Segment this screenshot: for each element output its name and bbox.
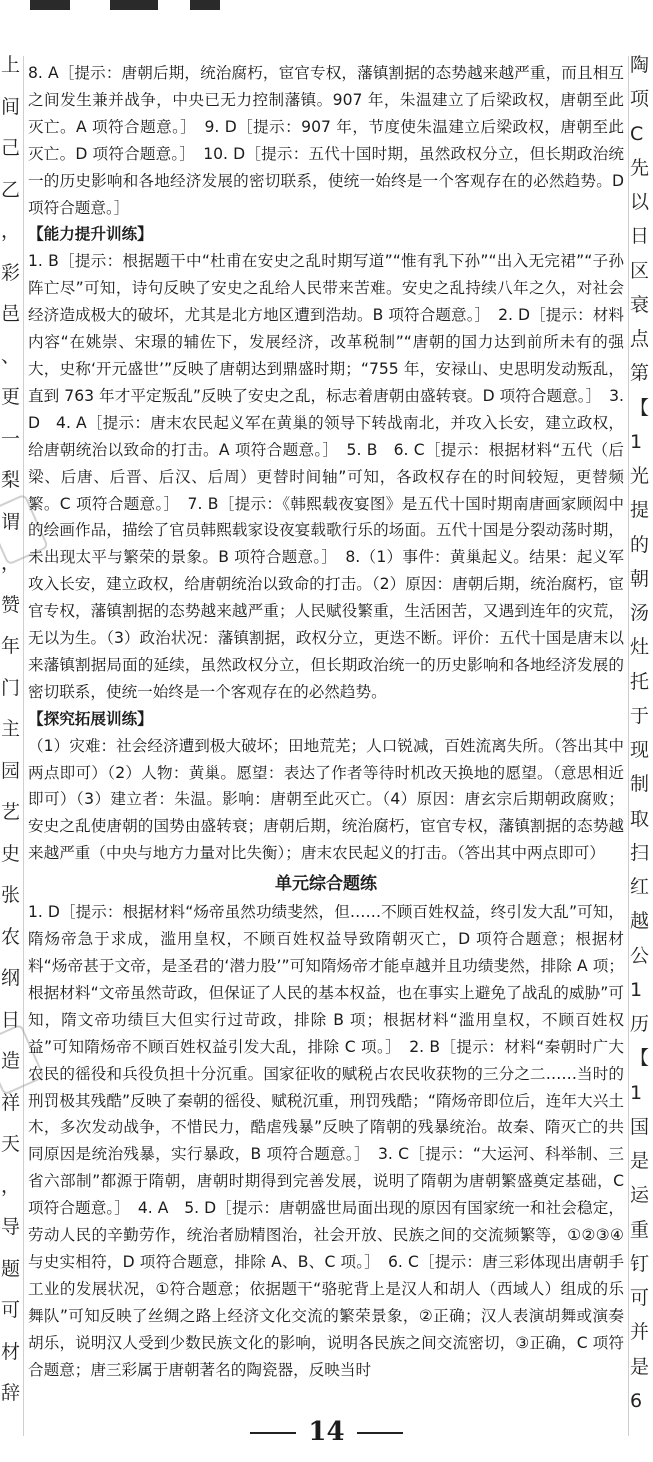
right-margin-char: 1 — [630, 979, 643, 1001]
left-margin-char: 邑 — [1, 303, 21, 325]
left-margin-char: 祥 — [1, 1092, 21, 1114]
left-margin-char: 张 — [1, 884, 21, 906]
left-margin-char: 园 — [1, 760, 21, 782]
left-margin-char: ， — [1, 1175, 21, 1197]
right-margin-char: 日 — [630, 225, 650, 247]
left-margin-char: ， — [1, 220, 21, 242]
right-margin-char: 越 — [630, 910, 650, 932]
left-margin-char: 、 — [1, 345, 21, 367]
right-margin-char: 并 — [630, 1321, 650, 1343]
page-number — [0, 1414, 653, 1450]
section-heading: 【探究拓展训练】 — [28, 709, 153, 728]
right-margin-char: 光 — [630, 465, 650, 487]
left-margin-char: 日 — [1, 1009, 21, 1031]
right-margin-char: 项 — [630, 88, 650, 110]
right-margin-char: 取 — [630, 808, 650, 830]
top-scan-edge — [0, 0, 653, 12]
right-margin-char: 区 — [630, 260, 650, 282]
left-margin-char: 赞 — [1, 594, 21, 616]
page-number-dash-right — [357, 1432, 403, 1434]
right-adjacent-column-edge — [629, 56, 653, 1436]
right-margin-char: 重 — [630, 1219, 650, 1241]
left-margin-char: 导 — [1, 1216, 21, 1238]
left-margin-char: 己 — [1, 137, 21, 159]
right-margin-char: 于 — [630, 705, 650, 727]
right-margin-char: 先 — [630, 157, 650, 179]
left-adjacent-column-edge — [0, 56, 22, 1436]
answer-paragraph: 8. A［提示：唐朝后期，统治腐朽，宦官专权，藩镇割据的态势越来越严重，而且相互之间发生兼并战争，中央已无力控制藩镇。907 年，朱温建立了后梁政权，唐朝至此灭亡。A 项符合题意。］ 9. D［提示：907 年，节度使朱温建立后梁政权，唐朝至此灭亡。D 项符合题意。］ 10. D［提示：五代十国时期，虽然政权分立，但长期政治统一的历史影响和各地经济发展的密切联系，使统一始终是一个客观存在的必然趋势。D 项符合题意。］ — [28, 64, 624, 217]
right-margin-char: 1 — [630, 1082, 643, 1104]
section-heading: 【能力提升训练】 — [28, 225, 153, 244]
right-margin-char: 钉 — [630, 1253, 650, 1275]
left-margin-char: 纲 — [1, 967, 21, 989]
left-column-divider — [23, 56, 24, 1436]
right-margin-char: 提 — [630, 499, 650, 521]
right-margin-char: 第 — [630, 362, 650, 384]
left-margin-char: 乙 — [1, 179, 21, 201]
right-margin-char: 红 — [630, 876, 650, 898]
right-margin-char: 公 — [630, 945, 650, 967]
page-number-dash-left — [250, 1432, 296, 1434]
right-margin-char: 国 — [630, 1116, 650, 1138]
right-margin-char: 制 — [630, 773, 650, 795]
left-margin-char: 农 — [1, 926, 21, 948]
right-margin-char: 扫 — [630, 842, 650, 864]
unit-title: 单元综合题练 — [275, 874, 377, 895]
left-margin-char: 艺 — [1, 801, 21, 823]
left-margin-char: 上 — [1, 54, 21, 76]
right-margin-char: 的 — [630, 534, 650, 556]
right-margin-char: 历 — [630, 1013, 650, 1035]
right-margin-char: 衰 — [630, 294, 650, 316]
left-margin-char: 更 — [1, 386, 21, 408]
right-margin-char: 【 — [630, 397, 650, 419]
right-margin-char: 1 — [630, 431, 643, 453]
left-margin-char: 主 — [1, 718, 21, 740]
right-margin-char: C — [630, 123, 644, 145]
answer-paragraph: （1）灾难：社会经济遭到极大破坏；田地荒芜；人口锐减，百姓流离失所。（答出其中两点即可）（2）人物：黄巢。愿望：表达了作者等待时机改天换地的愿望。（意思相近即可）（3）建立者：朱温。影响：唐朝至此灭亡。（4）原因：唐玄宗后期朝政腐败；安史之乱使唐朝的国势由盛转衰；唐朝后期，统治腐朽，宦官专权，藩镇割据的态势越来越严重（中央与地方力量对比失衡）；唐末农民起义的打击。（答出其中两点即可） — [28, 736, 624, 863]
left-margin-char: 题 — [1, 1258, 21, 1280]
right-margin-char: 托 — [630, 671, 650, 693]
page-number-text: 14 — [308, 1417, 345, 1447]
left-margin-char: 彩 — [1, 262, 21, 284]
right-margin-char: 陶 — [630, 54, 650, 76]
right-margin-char: 运 — [630, 1184, 650, 1206]
right-margin-char: 灶 — [630, 636, 650, 658]
left-margin-char: 谓 — [1, 511, 21, 533]
left-margin-char: 梨 — [1, 469, 21, 491]
right-margin-char: 是 — [630, 1356, 650, 1378]
answer-paragraph: 1. B［提示：根据题干中“杜甫在安史之乱时期写道”“惟有乳下孙”“出入无完裙”“子孙阵亡尽”可知，诗句反映了安史之乱给人民带来苦难。安史之乱持续八年之久，对社会经济造成极大的破坏，尤其是北方地区遭到浩劫。B 项符合题意。］ 2. D［提示：材料内容“在姚崇、宋璟的辅佐下，发展经济，改革税制”“唐朝的国力达到前所未有的强大，史称‘开元盛世’”反映了唐朝达到鼎盛时期；“755 年，安禄山、史思明发动叛乱，直到 763 年才平定叛乱”反映了安史之乱，标志着唐朝由盛转衰。D 项符合题意。］ 3. D 4. A［提示：唐末农民起义军在黄巢的领导下转战南北，并攻入长安，建立政权，给唐朝统治以致命的打击。A 项符合题意。］ 5. B 6. C［提示：根据材料“五代（后梁、后唐、后晋、后汉、后周）更替时间轴”可知，各政权存在的时间较短，更替频繁。C 项符合题意。］ 7. B［提示：《韩熙载夜宴图》是五代十国时期南唐画家顾闳中的绘画作品，描绘了官员韩熙载家设夜宴载歌行乐的场面。五代十国是分裂动荡时期，未出现太平与繁荣的景象。B 项符合题意。］ 8.（1）事件：黄巢起义。结果：起义军攻入长安，建立政权，给唐朝统治以致命的打击。（2）原因：唐朝后期，统治腐朽，宦官专权，藩镇割据的态势越来越严重；人民赋役繁重，生活困苦，又遇到连年的灾荒，无以为生。（3）政治状况：藩镇割据，政权分立，更迭不断。评价：五代十国是唐末以来藩镇割据局面的延续，虽然政权分立，但长期政治统一的历史影响和各地经济发展的密切联系，使统一始终是一个客观存在的必然趋势。 — [28, 252, 624, 701]
left-margin-char: 造 — [1, 1050, 21, 1072]
right-margin-char: 【 — [630, 1047, 650, 1069]
left-margin-char: 辞 — [1, 1382, 21, 1404]
right-margin-char: 汤 — [630, 602, 650, 624]
right-margin-char: 点 — [630, 328, 650, 350]
left-margin-char: 年 — [1, 635, 21, 657]
right-margin-char: 可 — [630, 1287, 650, 1309]
left-margin-char: ， — [1, 552, 21, 574]
left-margin-char: 门 — [1, 677, 21, 699]
right-margin-char: 现 — [630, 739, 650, 761]
answer-paragraph: 1. D［提示：根据材料“炀帝虽然功绩斐然，但……不顾百姓权益，终引发大乱”可知，隋炀帝急于求成，滥用皇权，不顾百姓权益导致隋朝灭亡，D 项符合题意；根据材料“炀帝甚于文帝，是圣君的‘潜力股’”可知隋炀帝才能卓越并且功绩斐然，排除 A 项；根据材料“文帝虽然苛政，但保证了人民的基本权益，也在事实上避免了战乱的威胁”可知，隋文帝功绩巨大但实行过苛政，排除 B 项；根据材料“滥用皇权，不顾百姓权益”可知隋炀帝不顾百姓权益引发大乱，排除 C 项。］ 2. B［提示：材料“秦朝时广大农民的徭役和兵役负担十分沉重。国家征收的赋税占农民收获物的三分之二……当时的刑罚极其残酷”反映了秦朝的徭役、赋税沉重，刑罚残酷；“隋炀帝即位后，连年大兴土木，多次发动战争，不惜民力，酷虐残暴”反映了隋朝的残暴统治。故秦、隋灭亡的共同原因是统治残暴，实行暴政，B 项符合题意。］ 3. C［提示：“大运河、科举制、三省六部制”都源于隋朝，唐朝时期得到完善发展，说明了隋朝为唐朝繁盛奠定基础，C 项符合题意。］ 4. A 5. D［提示：唐朝盛世局面出现的原因有国家统一和社会稳定，劳动人民的辛勤劳作，统治者励精图治，社会开放、民族之间的交流频繁等，①②③④与史实相符，D 项符合题意，排除 A、B、C 项。］ 6. C［提示：唐三彩体现出唐朝手工业的发展状况，①符合题意；依据题干“骆驼背上是汉人和胡人（西域人）组成的乐舞队”可知反映了丝绸之路上经济文化交流的繁荣景象，②正确；汉人表演胡舞或演奏胡乐，说明汉人受到少数民族文化的影响，说明各民族之间交流密切，③正确，C 项符合题意；唐三彩属于唐朝著名的陶瓷器，反映当时 — [28, 903, 624, 1379]
right-margin-char: 是 — [630, 1150, 650, 1172]
left-margin-char: 史 — [1, 843, 21, 865]
right-margin-char: 以 — [630, 191, 650, 213]
left-margin-char: 间 — [1, 96, 21, 118]
right-margin-char: 朝 — [630, 568, 650, 590]
answer-text-column — [28, 60, 624, 1384]
left-margin-char: 一 — [1, 428, 21, 450]
left-margin-char: 可 — [1, 1299, 21, 1321]
left-margin-char: 天 — [1, 1133, 21, 1155]
right-margin-char: 6 — [630, 1390, 643, 1412]
left-margin-char: 材 — [1, 1341, 21, 1363]
